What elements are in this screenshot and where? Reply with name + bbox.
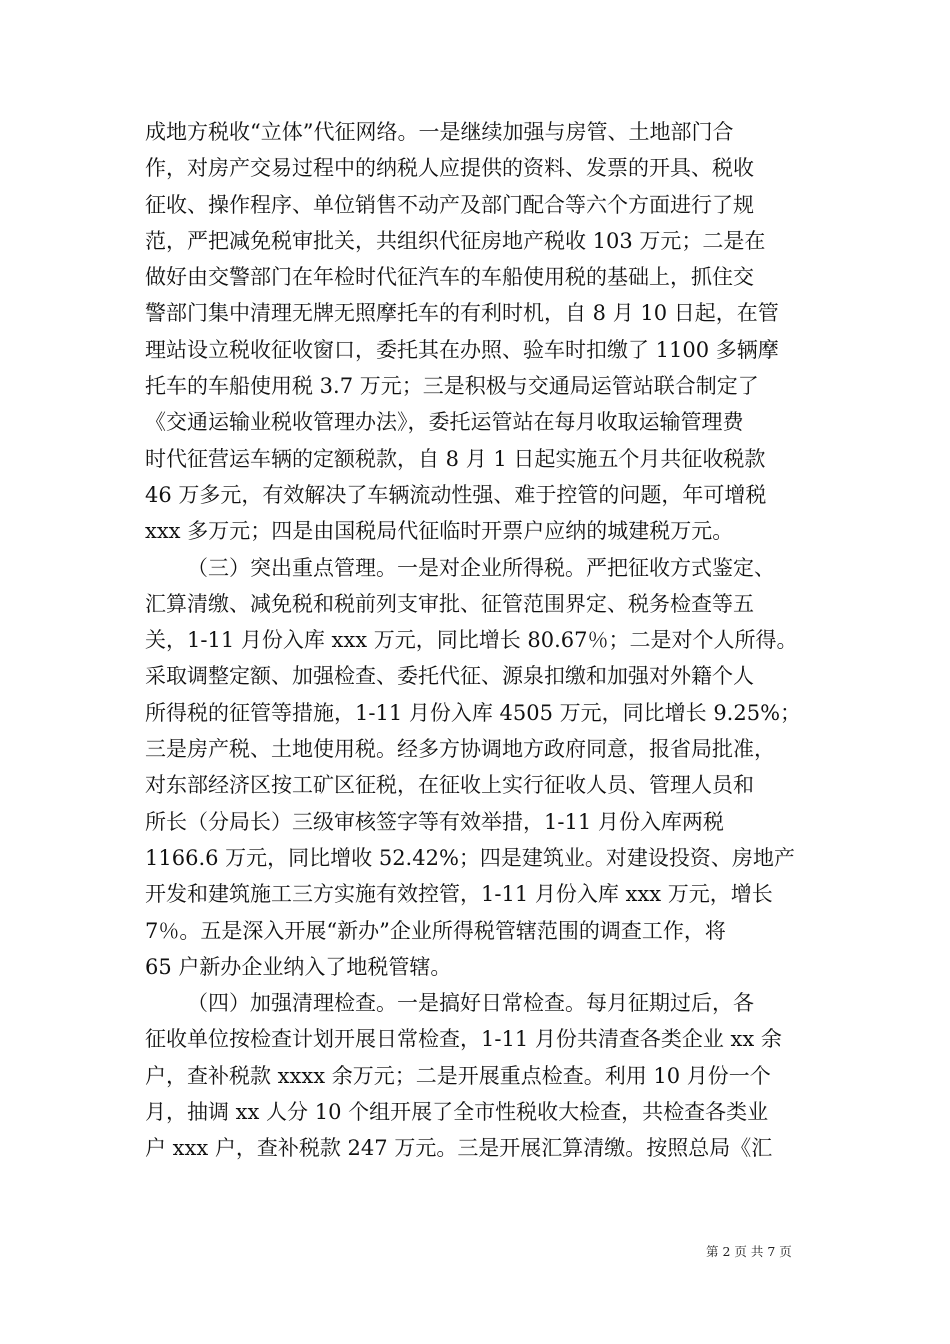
text-line: 所得税的征管等措施，1-11 月份入库 4505 万元，同比增长 9.25%；: [145, 700, 802, 725]
text-line: 7％。五是深入开展“新办”企业所得税管辖范围的调查工作，将: [145, 918, 726, 943]
document-body: [145, 114, 810, 1167]
text-line: 户，查补税款 xxxx 余万元；二是开展重点检查。利用 10 月份一个: [145, 1063, 771, 1088]
text-line: 做好由交警部门在年检时代征汽车的车船使用税的基础上，抓住交: [145, 265, 754, 290]
text-line: 1166.6 万元，同比增收 52.42%；四是建筑业。对建设投资、房地产: [145, 845, 795, 870]
text-line: 月，抽调 xx 人分 10 个组开展了全市性税收大检查，共检查各类业: [145, 1100, 769, 1125]
paragraph-start-line: （四）加强清理检查。一是搞好日常检查。每月征期过后，各: [187, 991, 754, 1016]
text-line: 警部门集中清理无牌无照摩托车的有利时机，自 8 月 10 日起，在管: [145, 301, 779, 326]
text-line: 采取调整定额、加强检查、委托代征、源泉扣缴和加强对外籍个人: [145, 664, 754, 689]
text-line: 所长（分局长）三级审核签字等有效举措，1-11 月份入库两税: [145, 809, 724, 834]
text-line: xxx 多万元；四是由国税局代征临时开票户应纳的城建税万元。: [145, 519, 734, 544]
text-line: 65 户新办企业纳入了地税管辖。: [145, 954, 452, 979]
text-line: 关，1-11 月份入库 xxx 万元，同比增长 80.67％；二是对个人所得。: [145, 628, 798, 653]
text-line: 托车的车船使用税 3.7 万元；三是积极与交通局运管站联合制定了: [145, 374, 759, 399]
text-line: 对东部经济区按工矿区征税，在征收上实行征收人员、管理人员和: [145, 773, 754, 798]
text-line: 汇算清缴、减免税和税前列支审批、征管范围界定、税务检查等五: [145, 591, 754, 616]
page-number: 第 2 页 共 7 页: [706, 1244, 792, 1259]
text-line: 三是房产税、土地使用税。经多方协调地方政府同意，报省局批准，: [145, 737, 775, 762]
text-line: 范，严把减免税审批关，共组织代征房地产税收 103 万元；二是在: [145, 228, 766, 253]
text-line: 成地方税收“立体”代征网络。一是继续加强与房管、土地部门合: [145, 120, 734, 144]
text-line: 理站设立税收征收窗口，委托其在办照、验车时扣缴了 1100 多辆摩: [145, 337, 779, 362]
paragraph-start-line: （三）突出重点管理。一是对企业所得税。严把征收方式鉴定、: [187, 555, 775, 580]
text-line: 《交通运输业税收管理办法》，委托运管站在每月收取运输管理费: [145, 410, 744, 435]
text-line: 时代征营运车辆的定额税款，自 8 月 1 日起实施五个月共征收税款: [145, 446, 766, 471]
text-line: 开发和建筑施工三方实施有效控管，1-11 月份入库 xxx 万元，增长: [145, 882, 773, 907]
text-line: 户 xxx 户，查补税款 247 万元。三是开展汇算清缴。按照总局《汇: [145, 1136, 773, 1161]
text-line: 征收单位按检查计划开展日常检查，1-11 月份共清查各类企业 xx 余: [145, 1027, 782, 1052]
text-line: 作，对房产交易过程中的纳税人应提供的资料、发票的开具、税收: [145, 156, 754, 181]
text-line: 征收、操作程序、单位销售不动产及部门配合等六个方面进行了规: [145, 192, 754, 217]
text-line: 46 万多元，有效解决了车辆流动性强、难于控管的问题，年可增税: [145, 482, 767, 507]
